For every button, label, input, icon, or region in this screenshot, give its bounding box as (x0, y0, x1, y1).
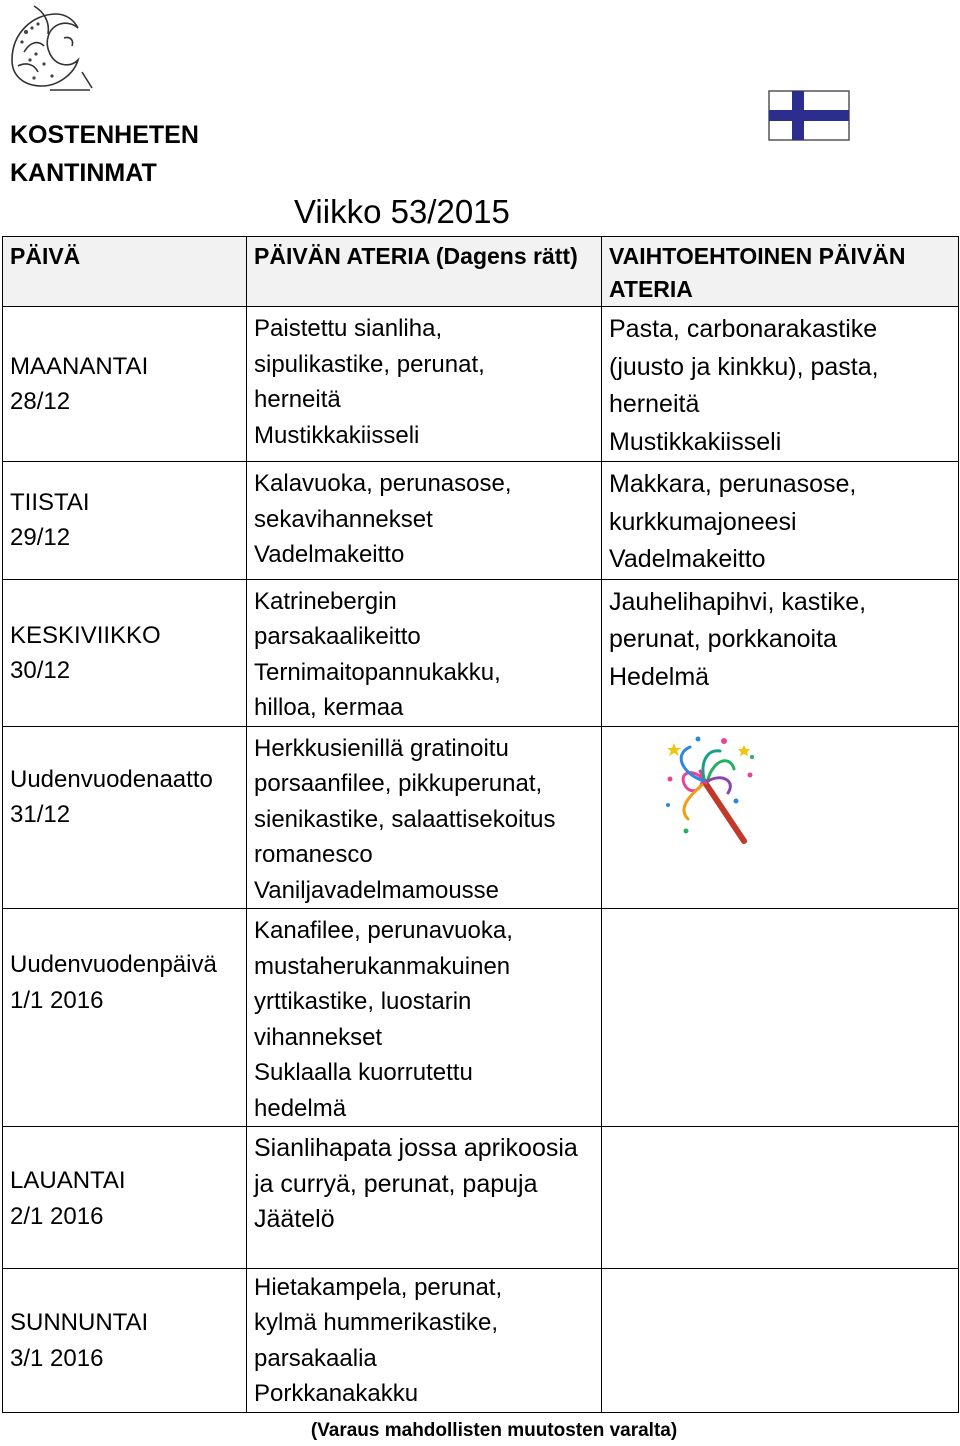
day-date: 31/12 (10, 801, 71, 828)
organization-name (10, 116, 310, 192)
organization-name-line2: KANTINMAT (10, 159, 157, 187)
alternative-meal-cell (602, 462, 959, 580)
meal-line: sipulikastike, perunat, (254, 350, 485, 378)
meal-line: Sianlihapata jossa aprikoosia (254, 1134, 578, 1162)
meal-line: hedelmä (254, 1094, 347, 1122)
day-name: SUNNUNTAI (10, 1309, 149, 1336)
day-name: TIISTAI (10, 488, 90, 516)
meal-line: Suklaalla kuorrutettu (254, 1059, 473, 1086)
meal-line: Katrinebergin (254, 587, 397, 615)
alternative-meal-line: kurkkumajoneesi (609, 507, 797, 536)
meal-line: Kalavuoka, perunasose, (254, 470, 512, 497)
alternative-meal-line: herneitä (609, 390, 700, 418)
confetti-party-popper-icon (664, 735, 756, 845)
meal-line: Vadelmakeitto (254, 541, 405, 568)
alternative-meal-line: Jauhelihapihvi, kastike, (609, 587, 867, 616)
alternative-meal-cell (602, 909, 959, 1127)
table-row (3, 1269, 959, 1413)
meal-line: Mustikkakiisseli (254, 421, 420, 449)
meal-line: parsakaalia (254, 1344, 377, 1372)
alternative-meal-line: Pasta, carbonarakastike (609, 315, 878, 343)
meal-cell (247, 909, 602, 1127)
day-date: 1/1 2016 (10, 986, 104, 1014)
column-header-meal: PÄIVÄN ATERIA (Dagens rätt) (247, 237, 602, 307)
meal-line: Kanafilee, perunavuoka, (254, 917, 513, 944)
day-cell (3, 1127, 247, 1269)
table-row (3, 726, 959, 909)
meal-line: porsaanfilee, pikkuperunat, (254, 770, 543, 797)
column-header-alternative: VAIHTOEHTOINEN PÄIVÄN ATERIA (602, 237, 959, 307)
menu-table (2, 236, 959, 1413)
alternative-meal-cell (602, 1127, 959, 1269)
meal-line: herneitä (254, 386, 341, 413)
table-row (3, 909, 959, 1127)
meal-line: vihannekset (254, 1023, 383, 1051)
meal-line: parsakaalikeitto (254, 623, 421, 650)
day-name: MAANANTAI (10, 352, 149, 380)
meal-cell (247, 307, 602, 462)
alternative-meal-cell (602, 307, 959, 462)
column-header-day: PÄIVÄ (3, 237, 247, 307)
day-cell (3, 579, 247, 726)
meal-cell (247, 1269, 602, 1413)
meal-line: ja curryä, perunat, papuja (254, 1169, 538, 1198)
meal-line: hilloa, kermaa (254, 694, 404, 721)
meal-line: mustaherukanmakuinen (254, 952, 511, 980)
meal-line: Hietakampela, perunat, (254, 1273, 503, 1301)
meal-line: kylmä hummerikastike, (254, 1309, 499, 1336)
alternative-meal-cell (602, 1269, 959, 1413)
meal-cell (247, 726, 602, 909)
meal-line: romanesco (254, 841, 373, 868)
footer-note (0, 1416, 960, 1446)
finnish-flag-icon (768, 90, 850, 141)
meal-line: sienikastike, salaattisekoitus (254, 805, 556, 833)
meal-cell (247, 579, 602, 726)
meal-line: Jäätelö (254, 1205, 335, 1233)
day-cell (3, 462, 247, 580)
day-date: 3/1 2016 (10, 1344, 104, 1372)
day-date: 29/12 (10, 524, 71, 552)
alternative-meal-cell (602, 579, 959, 726)
table-row (3, 579, 959, 726)
table-row (3, 307, 959, 462)
meal-line: Paistettu sianliha, (254, 315, 443, 342)
meal-line: yrttikastike, luostarin (254, 988, 472, 1015)
organization-name-line1: KOSTENHETEN (10, 121, 199, 149)
day-date: 2/1 2016 (10, 1202, 104, 1230)
alternative-meal-line: Vadelmakeitto (609, 545, 766, 573)
table-header-row (3, 237, 959, 307)
day-name: KESKIVIIKKO (10, 621, 161, 649)
alternative-meal-cell (602, 726, 959, 909)
meal-line: sekavihannekset (254, 505, 433, 533)
alternative-meal-line: Makkara, perunasose, (609, 470, 857, 498)
meal-line: Herkkusienillä gratinoitu (254, 734, 509, 762)
meal-line: Porkkanakakku (254, 1380, 419, 1407)
fish-logo-icon (4, 2, 98, 96)
day-cell (3, 1269, 247, 1413)
day-name: LAUANTAI (10, 1167, 126, 1194)
day-date: 30/12 (10, 657, 71, 684)
day-date: 28/12 (10, 388, 71, 415)
meal-line: Vaniljavadelmamousse (254, 876, 500, 904)
alternative-meal-line: perunat, porkkanoita (609, 625, 837, 653)
day-cell (3, 909, 247, 1127)
week-title: Viikko 53/2015 (294, 193, 510, 230)
table-row (3, 1127, 959, 1269)
alternative-meal-line: Hedelmä (609, 662, 710, 691)
day-cell (3, 307, 247, 462)
day-cell (3, 726, 247, 909)
day-name: Uudenvuodenaatto (10, 765, 213, 793)
footer-note-text: (Varaus mahdollisten muutosten varalta) (310, 1420, 678, 1441)
day-name: Uudenvuodenpäivä (10, 951, 217, 978)
alternative-meal-line: Mustikkakiisseli (609, 427, 782, 456)
meal-line: Ternimaitopannukakku, (254, 658, 501, 686)
alternative-meal-line: (juusto ja kinkku), pasta, (609, 352, 879, 381)
table-row (3, 462, 959, 580)
meal-cell (247, 462, 602, 580)
meal-cell (247, 1127, 602, 1269)
